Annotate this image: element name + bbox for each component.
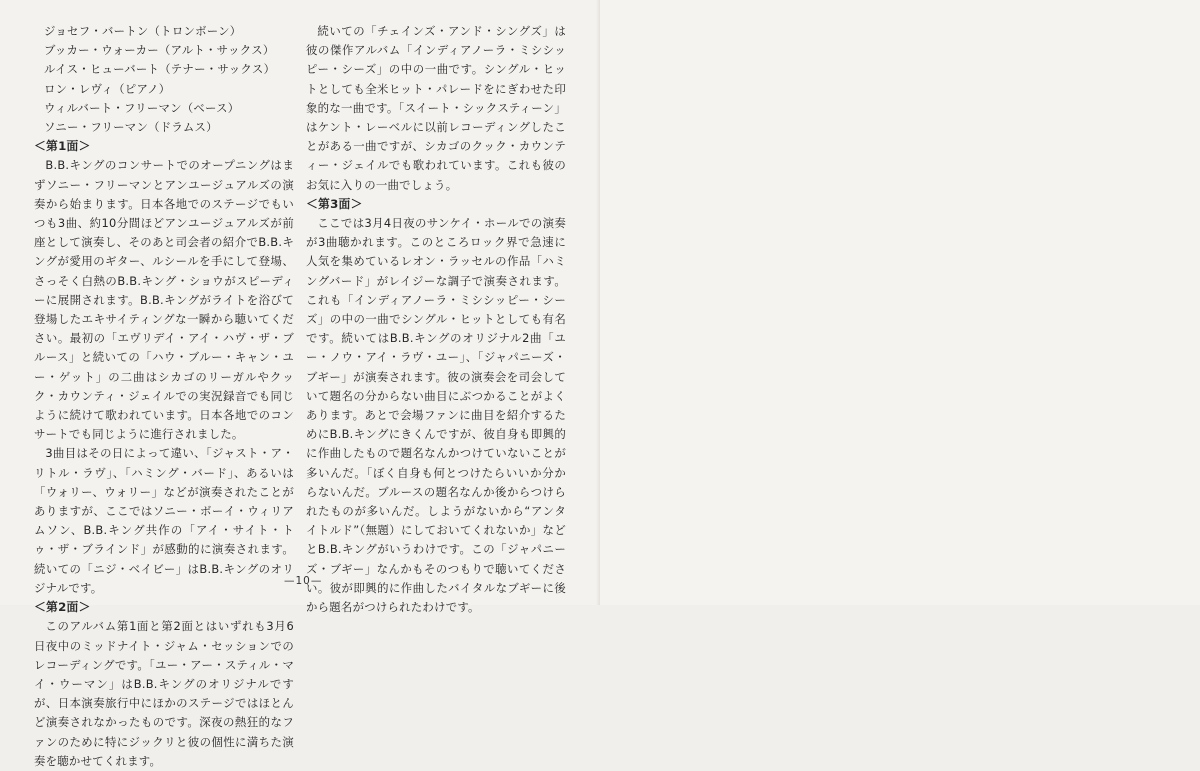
personnel-item: ブッカー・ウォーカー（アルト・サックス） bbox=[44, 43, 275, 58]
body-paragraph: ここでは3月4日夜のサンケイ・ホールでの演奏が3曲聴かれます。このところロック界で急速に人気を集めているレオン・ラッセルの作品「ハミングバード」がレイジーな調子で演奏されます。これも「インディアノーラ・ミシシッピー・シーズ」の中の一曲でシングル・ヒットとしても有名です。続いてはB.B.キングのオリジナル2曲「ユー・ノウ・アイ・ラヴ・ユー」、「ジャパニーズ・ブギー」が演奏されます。彼の演奏会を司会していて題名の分からない曲目にぶつかることがよくあります。あとで会場ファンに曲目を紹介するためにB.B.キングにきくんですが、彼自身も即興的に作曲したもので題名なんかつけていないことが多いんだ。「ぼく自身も何とつけたらいいか分からないんだ。ブルースの題名なんか後からつけられたものが多いんだ。しようがないから“アンタイトルド”（無題）にしておいてくれないか」などとB.B.キングがいうわけです。この「ジャパニーズ・ブギー」なんかもそのつもりで聴いてください。彼が即興的に作曲したバイタルなブギーに後から題名がつけられたわけです。 bbox=[306, 216, 566, 615]
personnel-list bbox=[34, 22, 294, 137]
body-paragraph: このアルバム第1面と第2面とはいずれも3月6日夜中のミッドナイト・ジャム・セッションでのレコーディングです。「ユー・アー・スティル・マイ・ウーマン」はB.B.キングのオリジナルですが、日本演奏旅行中にほかのステージではほとんど演奏されなかったものです。深夜の熱狂的なファンのために特にジックリと彼の個性に満ちた演奏を聴かせてくれます。 bbox=[34, 619, 294, 768]
personnel-item: ジョセフ・バートン（トロンボーン） bbox=[44, 24, 242, 38]
body-paragraph: 続いての「チェインズ・アンド・シングズ」は彼の傑作アルバム「インディアノーラ・ミシシッピー・シーズ」の中の一曲です。シングル・ヒットとしても全米ヒット・パレードをにぎわせた印象的な一曲です。「スイート・シックスティーン」はケント・レーベルに以前レコーディングしたことがある一曲ですが、シカゴのクック・カウンティー・ジェイルでも歌われています。これも彼のお気に入りの一曲でしょう。 bbox=[306, 24, 566, 192]
right-page bbox=[600, 0, 1200, 605]
heading-side-2: ＜第2面＞ bbox=[34, 600, 91, 615]
heading-side-3: ＜第3面＞ bbox=[306, 196, 363, 211]
body-paragraph: B.B.キングのコンサートでのオープニングはまずソニー・フリーマンとアンユージュアルズの演奏から始まります。日本各地でのステージでもいつも3曲、約10分間ほどアンユージュアルズが前座として演奏し、そのあと司会者の紹介でB.B.キングが愛用のギター、ルシールを手にして登場、さっそく白熱のB.B.キング・ショウがスピーディーに展開されます。B.B.キングがライトを浴びて登場したエキサイティングな一瞬から聴いてください。最初の「エヴリデイ・アイ・ハヴ・ザ・ブルース」と続いての「ハウ・ブルー・キャン・ユー・ゲット」の二曲はシカゴのリーガルやクック・カウンティ・ジェイルでの実況録音でも同じように続けて歌われています。日本各地でのコンサートでも同じように進行されました。 bbox=[34, 158, 294, 442]
column-2 bbox=[306, 22, 566, 617]
personnel-item: ウィルバート・フリーマン（ベース） bbox=[44, 100, 240, 115]
page-number-left: —10— bbox=[284, 575, 323, 587]
personnel-item: ソニー・フリーマン（ドラムス） bbox=[44, 120, 218, 135]
personnel-item: ロン・レヴィ（ピアノ） bbox=[44, 81, 171, 96]
personnel-item: ルイス・ヒューバート（テナー・サックス） bbox=[44, 62, 276, 77]
heading-side-1: ＜第1面＞ bbox=[34, 139, 91, 154]
body-paragraph: 3曲目はその日によって違い、「ジャスト・ア・リトル・ラヴ」、「ハミング・バード」、あるいは「ウォリー、ウォリー」などが演奏されたことがありますが、ここではソニー・ボーイ・ウィリアムソン、B.B.キング共作の「アイ・サイト・トゥ・ザ・ブラインド」が感動的に演奏されます。続いての「ニジ・ベイビー」はB.B.キングのオリジナルです。 bbox=[34, 446, 294, 595]
left-page bbox=[0, 0, 600, 768]
column-1 bbox=[34, 22, 294, 771]
